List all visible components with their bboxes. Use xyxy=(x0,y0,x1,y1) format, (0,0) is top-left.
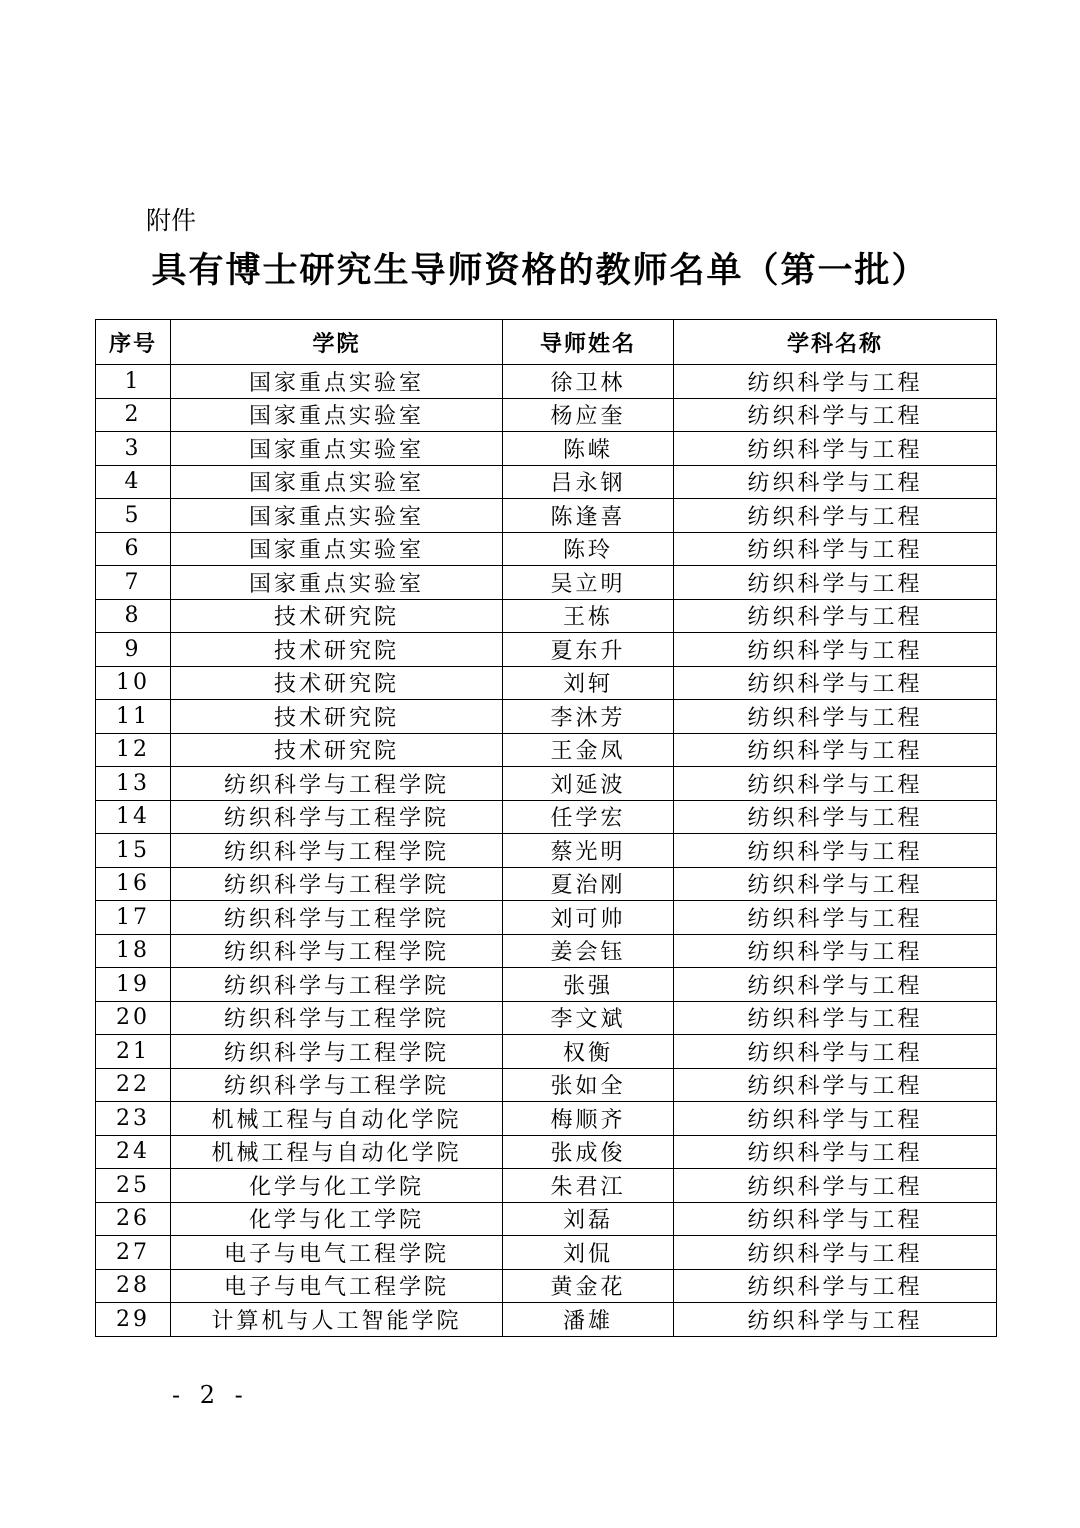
table-row xyxy=(96,633,997,667)
row-number: 4 xyxy=(96,465,171,499)
row-number: 16 xyxy=(96,867,171,901)
table-row xyxy=(96,867,997,901)
table-row xyxy=(96,968,997,1002)
row-number: 20 xyxy=(96,1001,171,1035)
advisor-name-cell: 陈玲 xyxy=(503,532,674,566)
row-number: 3 xyxy=(96,432,171,466)
discipline-cell: 纺织科学与工程 xyxy=(674,1001,997,1035)
advisor-name-cell: 吴立明 xyxy=(503,566,674,600)
advisor-name-cell: 夏治刚 xyxy=(503,867,674,901)
row-number: 6 xyxy=(96,532,171,566)
advisor-name-cell: 王金凤 xyxy=(503,733,674,767)
advisor-name-cell: 姜会钰 xyxy=(503,934,674,968)
college-cell: 国家重点实验室 xyxy=(171,499,503,533)
college-cell: 技术研究院 xyxy=(171,599,503,633)
college-cell: 化学与化工学院 xyxy=(171,1169,503,1203)
attachment-label: 附件 xyxy=(146,206,197,235)
table-row xyxy=(96,465,997,499)
advisor-name-cell: 刘轲 xyxy=(503,666,674,700)
table-body xyxy=(96,365,997,1337)
discipline-cell: 纺织科学与工程 xyxy=(674,834,997,868)
advisor-name-cell: 权衡 xyxy=(503,1035,674,1069)
column-header-college: 学院 xyxy=(171,320,503,365)
table-row xyxy=(96,398,997,432)
advisor-name-cell: 张强 xyxy=(503,968,674,1002)
college-cell: 技术研究院 xyxy=(171,733,503,767)
college-cell: 电子与电气工程学院 xyxy=(171,1236,503,1270)
college-cell: 电子与电气工程学院 xyxy=(171,1269,503,1303)
table-row xyxy=(96,1269,997,1303)
row-number: 5 xyxy=(96,499,171,533)
row-number: 13 xyxy=(96,767,171,801)
advisor-name-cell: 刘侃 xyxy=(503,1236,674,1270)
row-number: 1 xyxy=(96,365,171,399)
college-cell: 纺织科学与工程学院 xyxy=(171,867,503,901)
discipline-cell: 纺织科学与工程 xyxy=(674,968,997,1002)
discipline-cell: 纺织科学与工程 xyxy=(674,867,997,901)
advisor-name-cell: 刘可帅 xyxy=(503,901,674,935)
row-number: 29 xyxy=(96,1303,171,1337)
discipline-cell: 纺织科学与工程 xyxy=(674,432,997,466)
advisor-name-cell: 陈逢喜 xyxy=(503,499,674,533)
discipline-cell: 纺织科学与工程 xyxy=(674,532,997,566)
college-cell: 纺织科学与工程学院 xyxy=(171,1001,503,1035)
advisor-name-cell: 陈嵘 xyxy=(503,432,674,466)
discipline-cell: 纺织科学与工程 xyxy=(674,1068,997,1102)
row-number: 25 xyxy=(96,1169,171,1203)
table-row xyxy=(96,499,997,533)
discipline-cell: 纺织科学与工程 xyxy=(674,1102,997,1136)
row-number: 28 xyxy=(96,1269,171,1303)
discipline-cell: 纺织科学与工程 xyxy=(674,767,997,801)
table-row xyxy=(96,1035,997,1069)
document-title: 具有博士研究生导师资格的教师名单（第一批） xyxy=(151,251,929,291)
advisor-name-cell: 刘延波 xyxy=(503,767,674,801)
table-row xyxy=(96,566,997,600)
row-number: 17 xyxy=(96,901,171,935)
college-cell: 国家重点实验室 xyxy=(171,566,503,600)
advisor-name-cell: 朱君江 xyxy=(503,1169,674,1203)
row-number: 14 xyxy=(96,800,171,834)
discipline-cell: 纺织科学与工程 xyxy=(674,1169,997,1203)
table-row xyxy=(96,1303,997,1337)
table-row xyxy=(96,700,997,734)
row-number: 27 xyxy=(96,1236,171,1270)
advisor-name-cell: 夏东升 xyxy=(503,633,674,667)
table-row xyxy=(96,767,997,801)
advisor-name-cell: 蔡光明 xyxy=(503,834,674,868)
page-number: - 2 - xyxy=(172,1381,249,1409)
advisor-name-cell: 李文斌 xyxy=(503,1001,674,1035)
advisor-name-cell: 潘雄 xyxy=(503,1303,674,1337)
discipline-cell: 纺织科学与工程 xyxy=(674,566,997,600)
discipline-cell: 纺织科学与工程 xyxy=(674,700,997,734)
table-row xyxy=(96,1102,997,1136)
discipline-cell: 纺织科学与工程 xyxy=(674,398,997,432)
advisor-name-cell: 黄金花 xyxy=(503,1269,674,1303)
discipline-cell: 纺织科学与工程 xyxy=(674,599,997,633)
college-cell: 机械工程与自动化学院 xyxy=(171,1102,503,1136)
advisor-name-cell: 李沐芳 xyxy=(503,700,674,734)
table-row xyxy=(96,1068,997,1102)
college-cell: 机械工程与自动化学院 xyxy=(171,1135,503,1169)
table-row xyxy=(96,365,997,399)
table-header-row xyxy=(96,320,997,365)
row-number: 15 xyxy=(96,834,171,868)
discipline-cell: 纺织科学与工程 xyxy=(674,934,997,968)
college-cell: 国家重点实验室 xyxy=(171,465,503,499)
row-number: 9 xyxy=(96,633,171,667)
college-cell: 纺织科学与工程学院 xyxy=(171,767,503,801)
row-number: 22 xyxy=(96,1068,171,1102)
column-header-discipline: 学科名称 xyxy=(674,320,997,365)
discipline-cell: 纺织科学与工程 xyxy=(674,465,997,499)
advisor-name-cell: 刘磊 xyxy=(503,1202,674,1236)
discipline-cell: 纺织科学与工程 xyxy=(674,1135,997,1169)
table-row xyxy=(96,432,997,466)
college-cell: 化学与化工学院 xyxy=(171,1202,503,1236)
discipline-cell: 纺织科学与工程 xyxy=(674,633,997,667)
row-number: 24 xyxy=(96,1135,171,1169)
table-row xyxy=(96,834,997,868)
discipline-cell: 纺织科学与工程 xyxy=(674,1236,997,1270)
discipline-cell: 纺织科学与工程 xyxy=(674,1303,997,1337)
college-cell: 纺织科学与工程学院 xyxy=(171,1068,503,1102)
advisor-name-cell: 张成俊 xyxy=(503,1135,674,1169)
advisor-name-cell: 梅顺齐 xyxy=(503,1102,674,1136)
college-cell: 国家重点实验室 xyxy=(171,365,503,399)
advisor-name-cell: 任学宏 xyxy=(503,800,674,834)
table-row xyxy=(96,1236,997,1270)
discipline-cell: 纺织科学与工程 xyxy=(674,733,997,767)
table-row xyxy=(96,901,997,935)
discipline-cell: 纺织科学与工程 xyxy=(674,666,997,700)
discipline-cell: 纺织科学与工程 xyxy=(674,800,997,834)
row-number: 19 xyxy=(96,968,171,1002)
table-row xyxy=(96,1001,997,1035)
row-number: 18 xyxy=(96,934,171,968)
advisor-name-cell: 徐卫林 xyxy=(503,365,674,399)
college-cell: 国家重点实验室 xyxy=(171,432,503,466)
college-cell: 国家重点实验室 xyxy=(171,532,503,566)
discipline-cell: 纺织科学与工程 xyxy=(674,1035,997,1069)
column-header-advisor: 导师姓名 xyxy=(503,320,674,365)
advisor-name-cell: 吕永钢 xyxy=(503,465,674,499)
college-cell: 纺织科学与工程学院 xyxy=(171,968,503,1002)
discipline-cell: 纺织科学与工程 xyxy=(674,1269,997,1303)
advisor-name-cell: 王栋 xyxy=(503,599,674,633)
table-row xyxy=(96,1135,997,1169)
row-number: 2 xyxy=(96,398,171,432)
row-number: 21 xyxy=(96,1035,171,1069)
column-header-number: 序号 xyxy=(96,320,171,365)
college-cell: 技术研究院 xyxy=(171,633,503,667)
college-cell: 计算机与人工智能学院 xyxy=(171,1303,503,1337)
table-row xyxy=(96,733,997,767)
row-number: 11 xyxy=(96,700,171,734)
discipline-cell: 纺织科学与工程 xyxy=(674,499,997,533)
discipline-cell: 纺织科学与工程 xyxy=(674,365,997,399)
advisor-name-cell: 张如全 xyxy=(503,1068,674,1102)
college-cell: 纺织科学与工程学院 xyxy=(171,901,503,935)
table-row xyxy=(96,532,997,566)
advisor-name-cell: 杨应奎 xyxy=(503,398,674,432)
discipline-cell: 纺织科学与工程 xyxy=(674,901,997,935)
table-row xyxy=(96,934,997,968)
row-number: 8 xyxy=(96,599,171,633)
row-number: 26 xyxy=(96,1202,171,1236)
college-cell: 纺织科学与工程学院 xyxy=(171,800,503,834)
advisor-table xyxy=(95,319,997,1337)
college-cell: 纺织科学与工程学院 xyxy=(171,834,503,868)
discipline-cell: 纺织科学与工程 xyxy=(674,1202,997,1236)
college-cell: 国家重点实验室 xyxy=(171,398,503,432)
table-row xyxy=(96,666,997,700)
college-cell: 技术研究院 xyxy=(171,666,503,700)
table-row xyxy=(96,599,997,633)
college-cell: 纺织科学与工程学院 xyxy=(171,1035,503,1069)
row-number: 12 xyxy=(96,733,171,767)
row-number: 23 xyxy=(96,1102,171,1136)
college-cell: 纺织科学与工程学院 xyxy=(171,934,503,968)
table-row xyxy=(96,1202,997,1236)
table-row xyxy=(96,1169,997,1203)
row-number: 7 xyxy=(96,566,171,600)
row-number: 10 xyxy=(96,666,171,700)
college-cell: 技术研究院 xyxy=(171,700,503,734)
table-row xyxy=(96,800,997,834)
